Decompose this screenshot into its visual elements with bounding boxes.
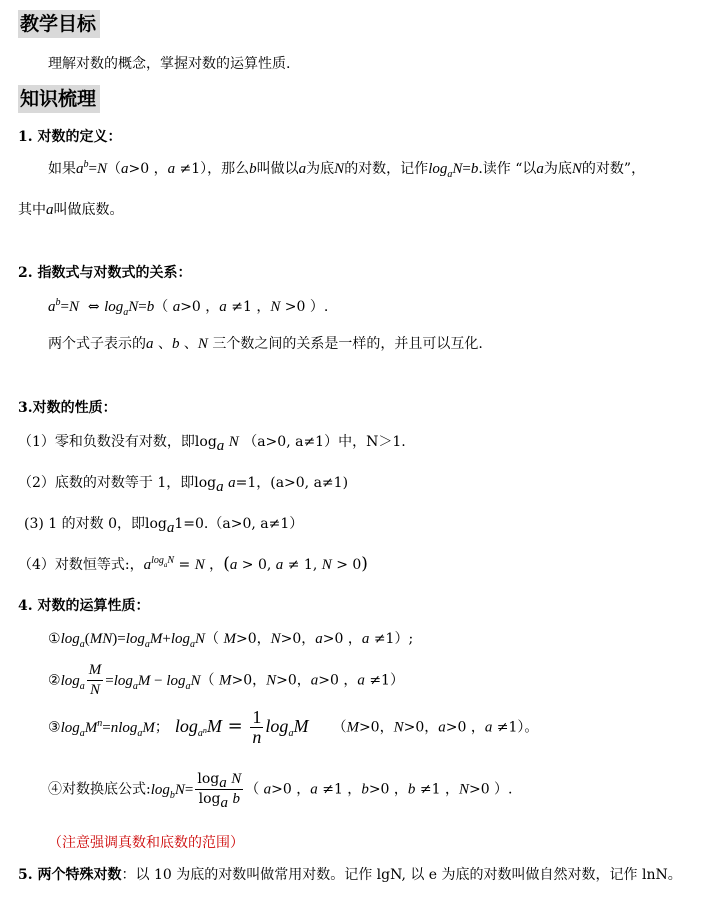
- section-2-title: 2. 指数式与对数式的关系：: [18, 265, 192, 281]
- section-5-text: ：以 10 为底的对数叫做常用对数。记作 lgN, 以 e 为底的对数叫做自然对数，记作 lnN。: [121, 867, 682, 883]
- definition-line-2: 其中a叫做底数。: [18, 202, 124, 218]
- section-5-special-logs: [18, 864, 682, 884]
- range-emphasis-note: （注意强调真数和底数的范围）: [48, 835, 244, 851]
- heading-teaching-goals: 教学目标: [18, 10, 100, 38]
- rule-1-product: $①\log_a(MN)=\log_aM+\log_aN$（ M>0，N>0，a>0 ，a ≠1）;: [48, 631, 414, 650]
- property-3: (3) 1 的对数 0，即$\log_a1=0.(a>0$, a≠1）: [24, 516, 304, 536]
- heading-knowledge-review: 知识梳理: [18, 85, 100, 113]
- section-3-title: 3.对数的性质：: [18, 400, 117, 416]
- exp-log-relation-formula: $a^b=N$ ⇔ $\log_aN=b$（ a>0 ，a ≠1 ，N >0 ）.: [48, 297, 329, 318]
- rule-4-change-of-base: ④对数换底公式$:\log_bN=$ $\frac{\log_a N}{\log_a b}$ （ a>0 ，a ≠1 ，b>0 ，b ≠1 ，N>0 ）.: [48, 771, 513, 811]
- section-1-title: 1. 对数的定义：: [18, 129, 122, 145]
- definition-line-1: 如果$a^b=N(a>0$ ，a ≠1），那么b叫做以a为底N的对数，记作$\log_aN=b$.读作 “以a为底N的对数”，: [48, 159, 646, 180]
- goal-text: 理解对数的概念，掌握对数的运算性质.: [48, 56, 291, 72]
- property-2: （2）底数的对数等于 1，即$\log_a a=1$，(a>0, a≠1): [18, 475, 349, 495]
- rule-2-quotient: $②\log_a$ $\frac{M}{N}$ $=\log_aM - \log_aN$（ M>0，N>0，a>0 ，a ≠1）: [48, 662, 404, 698]
- property-1: （1）零和负数没有对数，即$\log_a N$ （a>0, a≠1）中，N＞1.: [18, 434, 406, 454]
- section-4-title: 4. 对数的运算性质：: [18, 598, 150, 614]
- exp-log-relation-text: 两个式子表示的a 、b 、N 三个数之间的关系是一样的，并且可以互化.: [48, 336, 483, 352]
- section-5-title: 5. 两个特殊对数: [18, 867, 122, 883]
- rule-3-power: $③\log_aM^n=nlog_aM$； $\log_{a^n}M$ = $\frac{1}{n}$ $\log_aM$ （M>0，N>0，a>0 ，a ≠1）。: [48, 707, 539, 747]
- property-4-identity: （4）对数恒等式:，$a^{log_aN} = N$ ，(a > 0, a ≠ 1, N > 0): [18, 554, 368, 574]
